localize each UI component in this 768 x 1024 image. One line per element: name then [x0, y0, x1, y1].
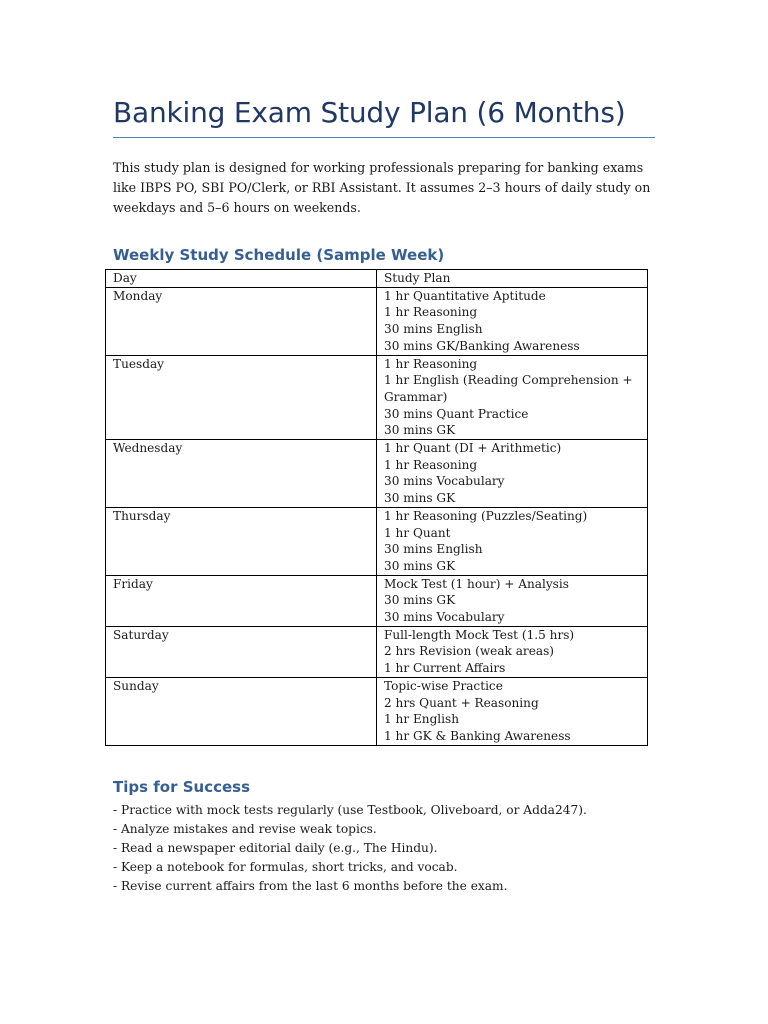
- study-plan-item: 30 mins English: [384, 322, 483, 337]
- study-plan-item: 1 hr Reasoning: [384, 305, 478, 320]
- study-plan-item: 30 mins GK/Banking Awareness: [384, 338, 580, 353]
- study-plan-item: Full-length Mock Test (1.5 hrs): [384, 627, 575, 642]
- study-plan-item: Mock Test (1 hour) + Analysis: [384, 576, 569, 591]
- column-header-day: Day: [106, 270, 377, 288]
- study-plan-item: 30 mins GK: [384, 491, 456, 506]
- study-plan-item: 30 mins English: [384, 542, 483, 557]
- study-plan-cell: [377, 626, 648, 677]
- study-plan-item: Topic-wise Practice: [384, 678, 503, 693]
- study-plan-cell: [377, 287, 648, 355]
- table-row: [106, 287, 648, 355]
- day-cell: Monday: [106, 287, 377, 355]
- study-plan-item: 1 hr Reasoning: [384, 457, 478, 472]
- table-row: [106, 677, 648, 745]
- column-header-study-plan: Study Plan: [377, 270, 648, 288]
- table-row: [106, 575, 648, 626]
- day-cell: Thursday: [106, 507, 377, 575]
- study-plan-item: 1 hr English (Reading Comprehension + Grammar): [384, 373, 633, 404]
- study-plan-item: 1 hr English: [384, 712, 460, 727]
- tips-heading: Tips for Success: [113, 777, 251, 796]
- study-plan-item: 30 mins Vocabulary: [384, 474, 505, 489]
- study-plan-item: 30 mins GK: [384, 558, 456, 573]
- table-row: [106, 355, 648, 440]
- study-plan-cell: [377, 355, 648, 440]
- table-row: [106, 440, 648, 508]
- study-plan-item: 1 hr GK & Banking Awareness: [384, 728, 571, 743]
- study-plan-item: 1 hr Current Affairs: [384, 661, 506, 676]
- study-plan-cell: [377, 677, 648, 745]
- document-page: [113, 96, 655, 896]
- schedule-table-body: [106, 287, 648, 745]
- study-plan-item: 1 hr Reasoning (Puzzles/Seating): [384, 508, 588, 523]
- tip-item: - Read a newspaper editorial daily (e.g., The Hindu).: [113, 840, 438, 855]
- intro-paragraph: This study plan is designed for working professionals preparing for banking exams like IBPS PO, SBI PO/Clerk, or RBI Assistant. It assumes 2–3 hours of daily study on weekdays and 5–6 hours on weekends.: [113, 160, 651, 215]
- day-cell: Tuesday: [106, 355, 377, 440]
- tip-item: - Analyze mistakes and revise weak topics.: [113, 821, 377, 836]
- day-cell: Saturday: [106, 626, 377, 677]
- study-plan-item: 1 hr Quant: [384, 525, 451, 540]
- day-cell: Friday: [106, 575, 377, 626]
- tip-item: - Keep a notebook for formulas, short tricks, and vocab.: [113, 859, 458, 874]
- table-row: [106, 626, 648, 677]
- study-plan-item: 30 mins Quant Practice: [384, 406, 529, 421]
- study-plan-item: 30 mins GK: [384, 423, 456, 438]
- table-row: [106, 507, 648, 575]
- tip-item: - Revise current affairs from the last 6 months before the exam.: [113, 878, 508, 893]
- day-cell: Wednesday: [106, 440, 377, 508]
- study-plan-item: 30 mins Vocabulary: [384, 610, 505, 625]
- schedule-table: [105, 269, 648, 746]
- day-cell: Sunday: [106, 677, 377, 745]
- study-plan-item: 1 hr Quantitative Aptitude: [384, 288, 546, 303]
- study-plan-cell: [377, 575, 648, 626]
- study-plan-item: 2 hrs Revision (weak areas): [384, 644, 555, 659]
- table-header-row: [106, 270, 648, 288]
- study-plan-item: 1 hr Reasoning: [384, 356, 478, 371]
- study-plan-cell: [377, 440, 648, 508]
- study-plan-item: 1 hr Quant (DI + Arithmetic): [384, 441, 562, 456]
- study-plan-cell: [377, 507, 648, 575]
- study-plan-item: 30 mins GK: [384, 593, 456, 608]
- page-title: Banking Exam Study Plan (6 Months): [113, 96, 655, 138]
- study-plan-item: 2 hrs Quant + Reasoning: [384, 695, 539, 710]
- tips-list: [113, 801, 655, 896]
- schedule-heading: Weekly Study Schedule (Sample Week): [113, 246, 445, 264]
- tip-item: - Practice with mock tests regularly (use Testbook, Oliveboard, or Adda247).: [113, 802, 587, 817]
